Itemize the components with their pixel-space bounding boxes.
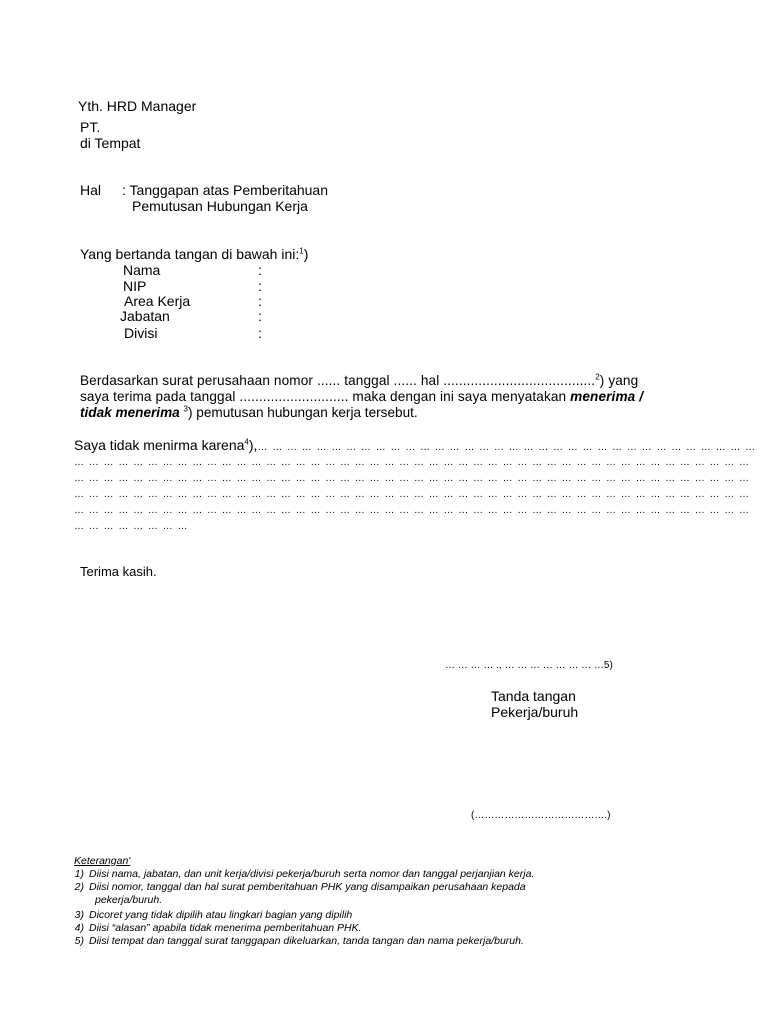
field-sep-divisi: : xyxy=(258,325,262,341)
note-number: 2) xyxy=(74,881,84,893)
signature-name-blank: (………………………………….) xyxy=(471,810,611,821)
subject-line-1: : Tanggapan atas Pemberitahuan xyxy=(122,182,329,198)
reason-dots-1: … … … … … … … … … … … … … … … … … … … … … … … … … … … … … … … … … … xyxy=(257,442,757,453)
body-line-1 xyxy=(80,373,690,389)
subject-label: Hal xyxy=(80,182,102,198)
note-text: Diisi tempat dan tanggal surat tanggapan dikeluarkan, tanda tangan dan nama pekerja/buruh. xyxy=(89,935,524,947)
signature-label-2: Pekerja/buruh xyxy=(491,704,579,720)
reason-dots-5: … … … … … … … … … … … … … … … … … … … … … … … … … … … … … … … … … … … … … … … … … … … … … … xyxy=(74,505,751,516)
footnote-ref-3: 3 xyxy=(183,404,188,414)
note-number: 1) xyxy=(74,868,84,880)
field-label-nip: NIP xyxy=(123,278,147,294)
note-text: Diisi “alasan” apabila tidak menerima pemberitahuan PHK. xyxy=(89,922,362,934)
reason-dots-6: … … … … … … … … xyxy=(74,521,189,532)
field-sep-area-kerja: : xyxy=(258,293,262,309)
note-item xyxy=(68,922,362,934)
place-date-line: … … … … ., … … … … … … … …5) xyxy=(445,660,613,671)
place-line: di Tempat xyxy=(80,135,141,151)
signee-intro xyxy=(80,246,308,262)
signee-intro-close: ) xyxy=(303,246,309,262)
reason-after-note: ), xyxy=(248,437,258,453)
note-item xyxy=(68,868,534,880)
footnote-ref-2: 2 xyxy=(595,372,600,382)
signature-label-1: Tanda tangan xyxy=(491,688,576,704)
signee-intro-text: Yang bertanda tangan di bawah ini: xyxy=(80,246,300,262)
body-line-2-text: saya terima pada tanggal ............................ maka dengan ini saya menyatakan xyxy=(80,389,571,404)
note-number: 3) xyxy=(74,909,84,921)
field-sep-nip: : xyxy=(258,278,262,294)
footnote-ref-1: 1 xyxy=(299,246,304,256)
option-tidak-menerima: tidak menerima xyxy=(80,405,180,420)
notes-title: Keterangan' xyxy=(74,855,131,867)
reason-dots-2: … … … … … … … … … … … … … … … … … … … … … … … … … … … … … … … … … … … … … … … … … … … … … … xyxy=(74,457,751,468)
subject-line-2: Pemutusan Hubungan Kerja xyxy=(132,198,308,214)
body-line-1-end: ) yang xyxy=(599,373,639,388)
note-item xyxy=(68,881,526,893)
reason-line-1 xyxy=(74,437,756,454)
note-item xyxy=(68,935,524,947)
note-number: 4) xyxy=(74,922,84,934)
note-text: pekerja/buruh. xyxy=(95,894,163,906)
note-text: Diisi nama, jabatan, dan unit kerja/divisi pekerja/buruh serta nomor dan tanggal perjanjian kerja. xyxy=(89,868,535,880)
body-line-2 xyxy=(80,389,643,405)
note-text: Diisi nomor, tanggal dan hal surat pemberitahuan PHK yang disampaikan perusahaan kepada xyxy=(89,881,526,893)
recipient-line: Yth. HRD Manager xyxy=(78,98,197,114)
reason-label: Saya tidak menirma karena xyxy=(74,437,245,453)
reason-dots-4: … … … … … … … … … … … … … … … … … … … … … … … … … … … … … … … … … … … … … … … … … … … … … … xyxy=(74,489,751,500)
body-line-3-text: ) pemutusan hubungan kerja tersebut. xyxy=(187,405,418,420)
option-slash: / xyxy=(635,389,644,404)
field-sep-jabatan: : xyxy=(258,308,262,324)
field-label-divisi: Divisi xyxy=(124,325,158,341)
thanks-line: Terima kasih. xyxy=(80,564,157,579)
reason-dots-3: … … … … … … … … … … … … … … … … … … … … … … … … … … … … … … … … … … … … … … … … … … … … … … xyxy=(74,473,751,484)
footnote-ref-4: 4 xyxy=(244,437,249,447)
note-item xyxy=(68,894,162,906)
field-label-area-kerja: Area Kerja xyxy=(124,293,191,309)
note-text: Dicoret yang tidak dipilih atau lingkari bagian yang dipilih xyxy=(89,909,353,921)
body-line-3 xyxy=(80,405,418,421)
field-sep-nama: : xyxy=(258,262,262,278)
note-item xyxy=(68,909,352,921)
field-label-jabatan: Jabatan xyxy=(120,308,170,324)
company-line: PT. xyxy=(80,119,101,135)
option-menerima: menerima xyxy=(570,389,636,404)
body-line-1-text: Berdasarkan surat perusahaan nomor ...... tanggal ...... hal ....................................... xyxy=(80,373,596,388)
note-number: 5) xyxy=(74,935,84,947)
field-label-nama: Nama xyxy=(123,262,161,278)
